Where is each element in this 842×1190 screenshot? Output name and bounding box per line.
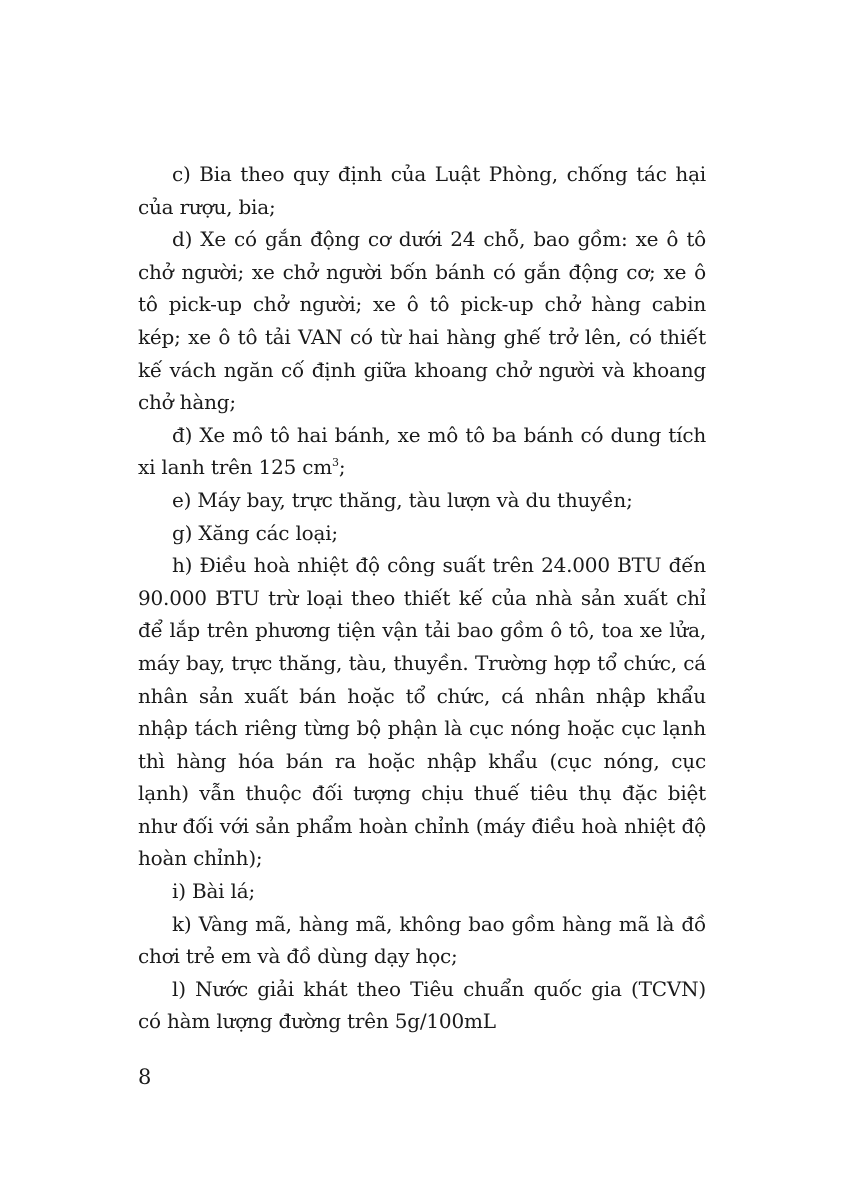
paragraph-dd-tail: ; <box>338 455 346 480</box>
paragraph-k-votive-paper: k) Vàng mã, hàng mã, không bao gồm hàng mã là đồ chơi trẻ em và đồ dùng dạy học; <box>138 911 706 969</box>
paragraph-c-beer: c) Bia theo quy định của Luật Phòng, chống tác hại của rượu, bia; <box>138 162 706 219</box>
paragraph-d-vehicles: d) Xe có gắn động cơ dưới 24 chỗ, bao gồm: xe ô tô chở người; xe chở người bốn bánh có gắn động cơ; xe ô tô pick-up chở người; xe ô tô pick-up chở hàng cabin kép; xe ô tô tải VAN có từ hai hàng ghế trở lên, có thiết kế vách ngăn cố định giữa khoang chở người và khoang chở hàng; <box>138 227 706 415</box>
paragraph-i-playing-cards: i) Bài lá; <box>172 879 255 904</box>
document-body <box>138 158 706 1038</box>
paragraph-g-gasoline: g) Xăng các loại; <box>172 520 338 545</box>
paragraph-l-soft-drinks: l) Nước giải khát theo Tiêu chuẩn quốc gia (TCVN) có hàm lượng đường trên 5g/100mL <box>138 976 706 1034</box>
paragraph-e-aircraft: e) Máy bay, trực thăng, tàu lượn và du thuyền; <box>172 487 633 512</box>
page-number: 8 <box>138 1065 152 1089</box>
paragraph-dd-text: đ) Xe mô tô hai bánh, xe mô tô ba bánh có dung tích xi lanh trên 125 cm <box>138 422 706 480</box>
paragraph-dd-motorcycles <box>138 419 706 484</box>
paragraph-h-air-conditioners: h) Điều hoà nhiệt độ công suất trên 24.000 BTU đến 90.000 BTU trừ loại theo thiết kế của nhà sản xuất chỉ để lắp trên phương tiện vận tải bao gồm ô tô, toa xe lửa, máy bay, trực thăng, tàu, thuyền. Trường hợp tổ chức, cá nhân sản xuất bán hoặc tổ chức, cá nhân nhập khẩu nhập tách riêng từng bộ phận là cục nóng hoặc cục lạnh thì hàng hóa bán ra hoặc nhập khẩu (cục nóng, cục lạnh) vẫn thuộc đối tượng chịu thuế tiêu thụ đặc biệt như đối với sản phẩm hoàn chỉnh (máy điều hoà nhiệt độ hoàn chỉnh); <box>138 553 706 871</box>
superscript-cubic: 3 <box>332 456 339 470</box>
